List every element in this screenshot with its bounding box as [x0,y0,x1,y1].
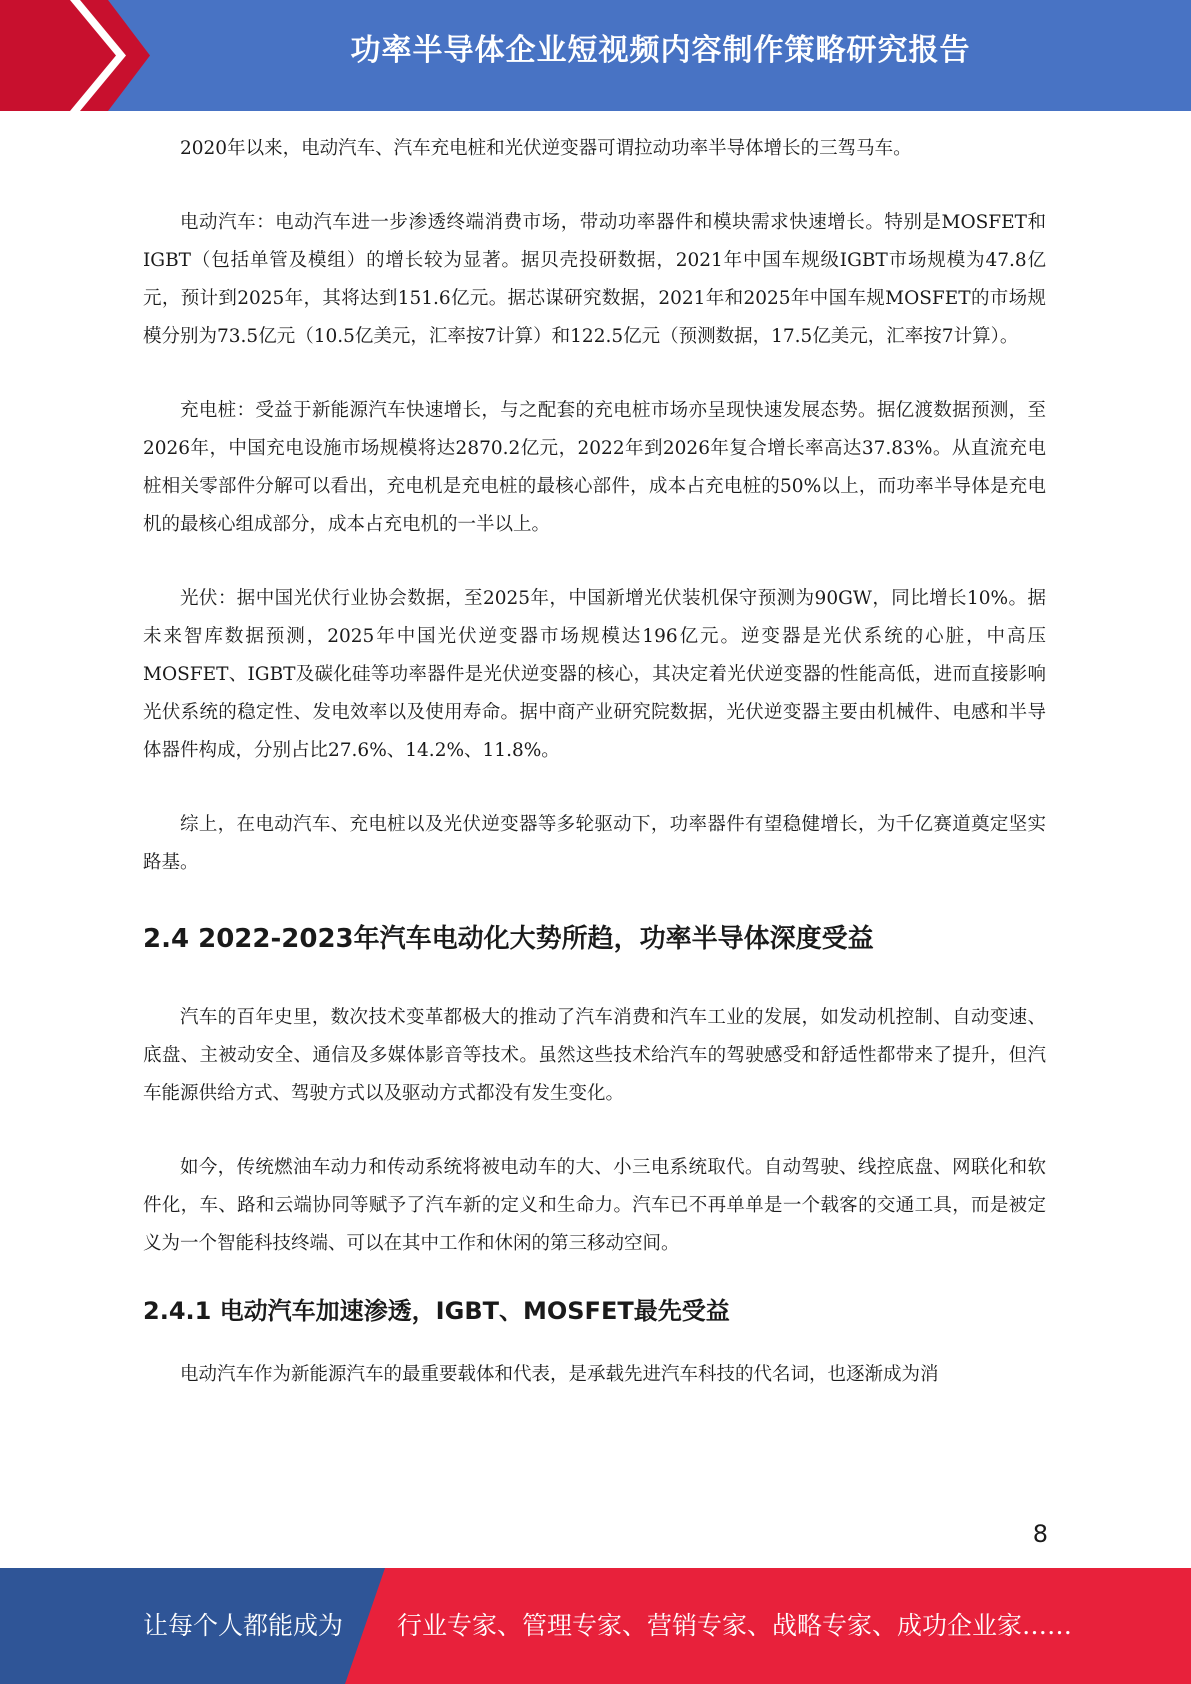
page-number: 8 [1032,1520,1048,1548]
page-header [0,0,1191,111]
subsection-heading: 2.4.1 电动汽车加速渗透，IGBT、MOSFET最先受益 [143,1297,730,1325]
paragraph-pv: 光伏：据中国光伏行业协会数据，至2025年，中国新增光伏装机保守预测为90GW，同比增长10%。据未来智库数据预测，2025年中国光伏逆变器市场规模达196亿元。逆变器是光伏系统的心脏，中高压MOSFET、IGBT及碳化硅等功率器件是光伏逆变器的核心，其决定着光伏逆变器的性能高低，进而直接影响光伏系统的稳定性、发电效率以及使用寿命。据中商产业研究院数据，光伏逆变器主要由机械件、电感和半导体器件构成，分别占比27.6%、14.2%、11.8%。 [143,588,1046,761]
paragraph-today: 如今，传统燃油车动力和传动系统将被电动车的大、小三电系统取代。自动驾驶、线控底盘、网联化和软件化，车、路和云端协同等赋予了汽车新的定义和生命力。汽车已不再单单是一个载客的交通工具，而是被定义为一个智能科技终端、可以在其中工作和休闲的第三移动空间。 [143,1157,1046,1254]
section-heading: 2.4 2022-2023年汽车电动化大势所趋，功率半导体深度受益 [143,924,874,954]
document-body [143,130,1046,1430]
chevron-arrow-icon [0,0,150,111]
paragraph-intro: 2020年以来，电动汽车、汽车充电桩和光伏逆变器可谓拉动功率半导体增长的三驾马车。 [180,138,912,159]
paragraph-ev-penetration: 电动汽车作为新能源汽车的最重要载体和代表，是承载先进汽车科技的代名词，也逐渐成为消 [180,1364,939,1385]
report-title: 功率半导体企业短视频内容制作策略研究报告 [350,33,971,68]
footer-slogan-right: 行业专家、管理专家、营销专家、战略专家、成功企业家…… [397,1611,1073,1640]
paragraph-ev: 电动汽车：电动汽车进一步渗透终端消费市场，带动功率器件和模块需求快速增长。特别是MOSFET和IGBT（包括单管及模组）的增长较为显著。据贝壳投研数据，2021年中国车规级IGBT市场规模为47.8亿元，预计到2025年，其将达到151.6亿元。据芯谋研究数据，2021年和2025年中国车规MOSFET的市场规模分别为73.5亿元（10.5亿美元，汇率按7计算）和122.5亿元（预测数据，17.5亿美元，汇率按7计算）。 [143,212,1046,347]
paragraph-history: 汽车的百年史里，数次技术变革都极大的推动了汽车消费和汽车工业的发展，如发动机控制、自动变速、底盘、主被动安全、通信及多媒体影音等技术。虽然这些技术给汽车的驾驶感受和舒适性都带来了提升，但汽车能源供给方式、驾驶方式以及驱动方式都没有发生变化。 [143,1007,1046,1104]
page-footer [0,1568,1191,1684]
footer-slogan-left: 让每个人都能成为 [143,1611,344,1640]
paragraph-charging: 充电桩：受益于新能源汽车快速增长，与之配套的充电桩市场亦呈现快速发展态势。据亿渡数据预测，至2026年，中国充电设施市场规模将达2870.2亿元，2022年到2026年复合增长率高达37.83%。从直流充电桩相关零部件分解可以看出，充电机是充电桩的最核心部件，成本占充电桩的50%以上，而功率半导体是充电机的最核心组成部分，成本占充电机的一半以上。 [143,400,1046,535]
paragraph-summary: 综上，在电动汽车、充电桩以及光伏逆变器等多轮驱动下，功率器件有望稳健增长，为千亿赛道奠定坚实路基。 [143,814,1046,873]
